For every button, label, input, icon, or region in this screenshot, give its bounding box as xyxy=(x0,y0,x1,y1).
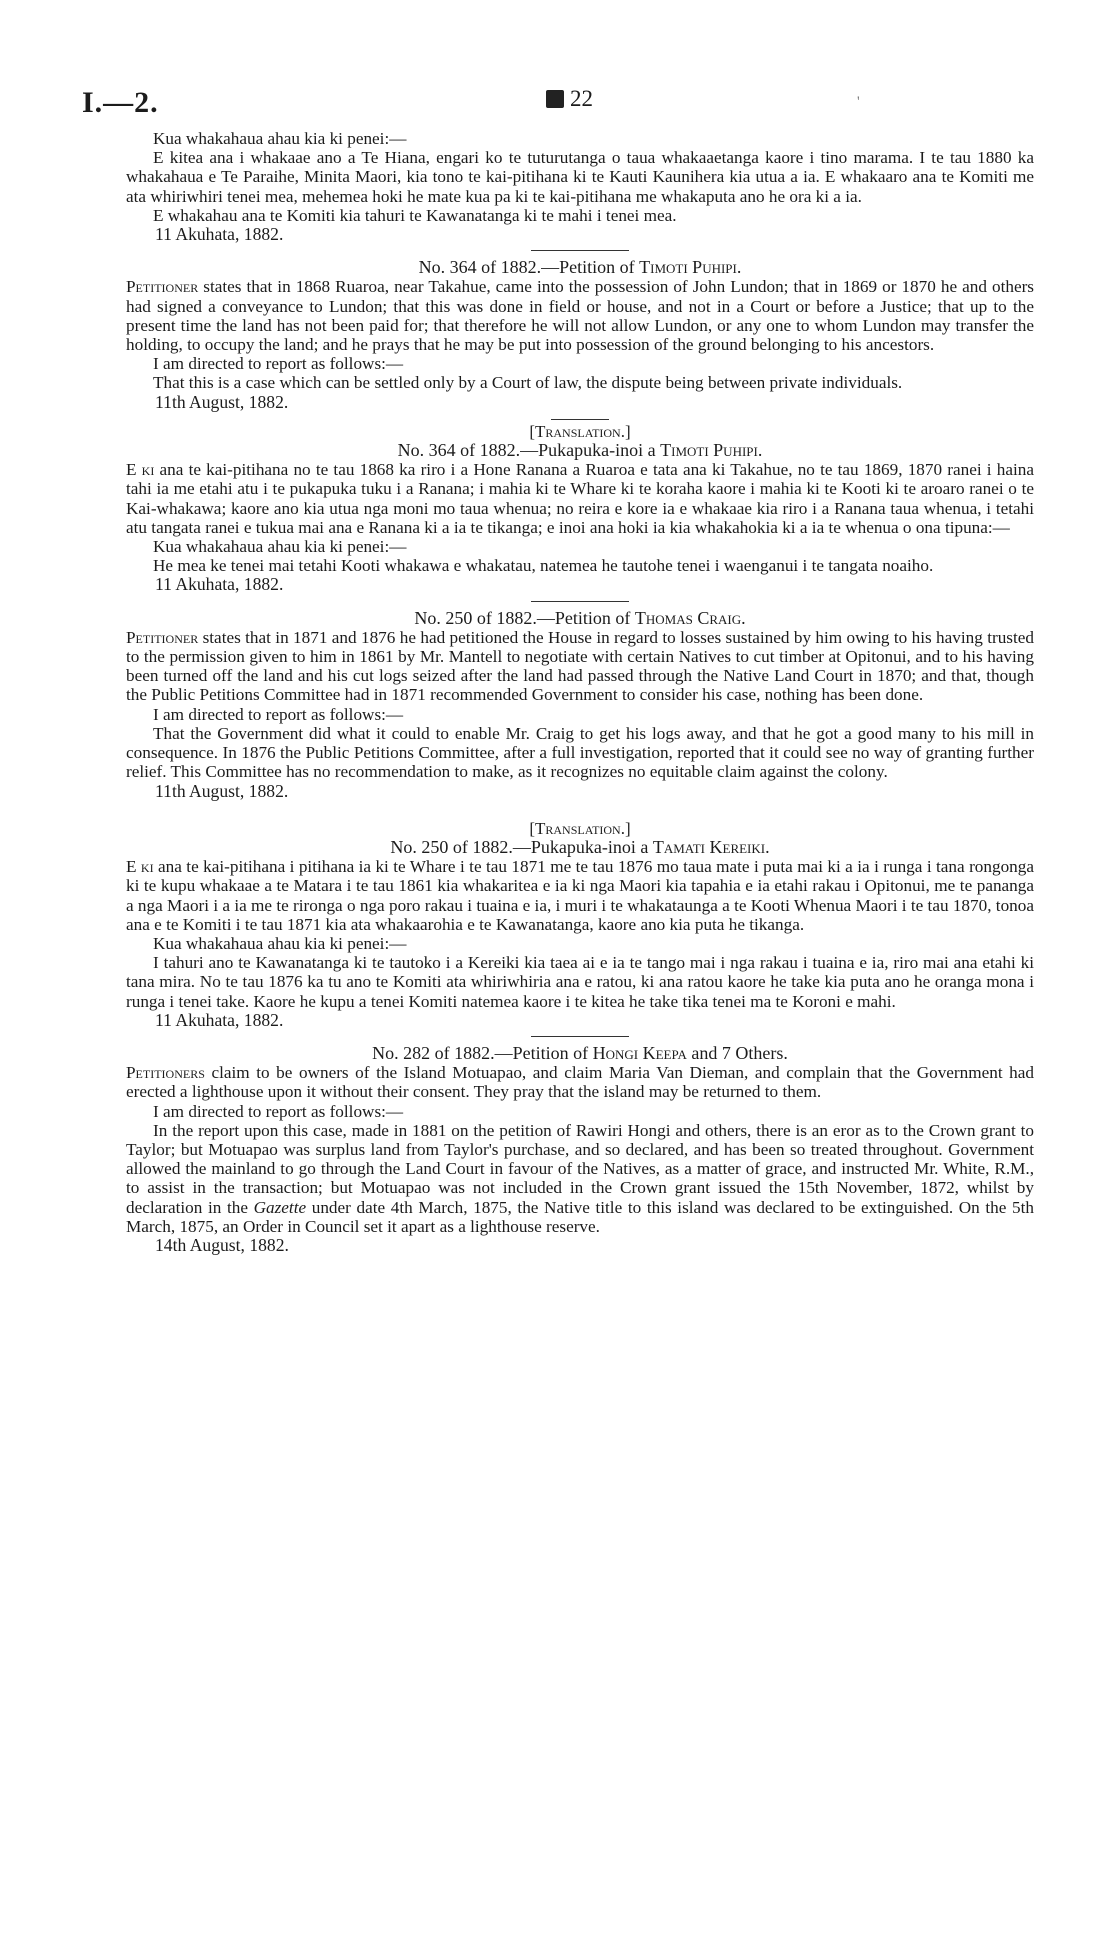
paragraph: Kua whakahaua ahau kia ki penei:— xyxy=(153,537,407,557)
paragraph: I am directed to report as follows:— xyxy=(153,354,404,374)
date-line: 11th August, 1882. xyxy=(155,391,289,412)
document-body xyxy=(126,129,1034,1255)
petition-summary: Petitioner states that in 1868 Ruaroa, near Takahue, came into the possession of John Lundon; that in 1869 or 1870 he and others had signed a conveyance to Lundon; that this was done in field or house, and not in a Court or before a Justice; that up to the present time the land has not been paid for; that therefore he will not allow Lundon, or any one to whom Lundon may transfer the holding, to occupy the land; and he prays that he may be put into possession of the ground belonging to his ancestors. xyxy=(126,277,1034,355)
paragraph: E whakahau ana te Komiti kia tahuri te Kawanatanga ki te mahi i tenei mea. xyxy=(153,205,677,225)
page-number-text: 22 xyxy=(570,86,593,111)
parliamentary-paper-code: I.—2. xyxy=(82,86,159,119)
date-line: 11 Akuhata, 1882. xyxy=(155,574,284,595)
petition-heading: No. 250 of 1882.—Petition of Thomas Craig. xyxy=(414,607,746,628)
date-line: 11 Akuhata, 1882. xyxy=(155,1009,284,1030)
paragraph: I am directed to report as follows:— xyxy=(153,704,404,724)
date-line: 11 Akuhata, 1882. xyxy=(155,224,284,245)
paragraph: E kitea ana i whakaae ano a Te Hiana, engari ko te tuturutanga o taua whakaaetanga kaore i tino marama. I te tau 1880 ka whakahaua e Te Paraihe, Minita Maori, kia tono te kai-pitihana ki te Kauti Kaunihera kia utua a ia. E whakaaro ana te Komiti me ata whiriwhiri tenei mea, mehemea hoki he mate kua pa ki te kai-pitihana me whakaputa ano he ora ki a ia. xyxy=(126,148,1034,206)
paragraph: Kua whakahaua ahau kia ki penei:— xyxy=(153,129,407,148)
petition-heading: No. 282 of 1882.—Petition of Hongi Keepa and 7 Others. xyxy=(372,1042,788,1063)
paragraph: That this is a case which can be settled only by a Court of law, the dispute being between private individuals. xyxy=(153,373,903,393)
paragraph: In the report upon this case, made in 1881 on the petition of Rawiri Hongi and others, there is an eror as to the Crown grant to Taylor; but Motuapao was surplus land from Taylor's purchase, and so declared, and has been so treated throughout. Government allowed the mainland to go through the Land Court in favour of the Natives, as a matter of grace, and instructed Mr. White, R.M., to assist in the transaction; but Motuapao was not included in the Crown grant issued the 15th November, 1872, whilst by declaration in the Gazette under date 4th March, 1875, the Native title to this island was declared to be extinguished. On the 5th March, 1875, an Order in Council set it apart as a lighthouse reserve. xyxy=(126,1120,1034,1236)
section-divider xyxy=(531,1036,629,1037)
translation-label: [Translation.] xyxy=(529,818,631,838)
section-divider xyxy=(531,250,629,251)
date-line: 14th August, 1882. xyxy=(155,1234,289,1255)
petition-summary: Petitioners claim to be owners of the Island Motuapao, and claim Maria Van Dieman, and complain that the Government had erected a lighthouse upon it without their consent. They pray that the island may be returned to them. xyxy=(126,1063,1034,1102)
paragraph: That the Government did what it could to enable Mr. Craig to get his logs away, and that he got a good many to his mill in consequence. In 1876 the Public Petitions Committee, after a full investigation, reported that it could see no way of granting further relief. This Committee has no recommendation to make, as it recognizes no equitable claim against the colony. xyxy=(126,723,1034,782)
spacer xyxy=(126,801,1034,817)
petition-heading: No. 250 of 1882.—Pukapuka-inoi a Tamati Kereiki. xyxy=(390,836,770,857)
page-number xyxy=(546,86,593,112)
petition-summary: E ki ana te kai-pitihana i pitihana ia ki te Whare i te tau 1871 me te tau 1876 mo taua mate i puta mai ki a ia i runga i tana rongonga ki te kupu whakaae a te Matara i te tau 1861 kia whakaritea e ia ki nga Maori kia tapahia e ia etahi rakau i Opitonui, me te pananga a nga Maori i a ia me te rironga o nga poro rakau i tuaina e ia, i muri i te whakataunga a te Kooti Whenua Maori i te tau 1870, tonoa ana e te Komiti i te tau 1871 kia ata whakaarohia e te Kawanatanga, kaore ano kia puta he tikanga. xyxy=(126,857,1034,934)
paragraph: Kua whakahaua ahau kia ki penei:— xyxy=(153,933,407,953)
paragraph: He mea ke tenei mai tetahi Kooti whakawa e whakatau, natemea he tautohe tenei i waenganui i te tangata noaiho. xyxy=(153,556,934,576)
petition-summary: Petitioner states that in 1871 and 1876 he had petitioned the House in regard to losses sustained by him owing to his having trusted to the permission given to him in 1861 by Mr. Mantell to negotiate with certain Natives to cut timber at Opitonui, and to his having been turned off the land and his cut logs seized after the land had passed through the Native Land Court in 1870; and that, though the Public Petitions Committee had in 1871 recommended Government to consider his case, nothing has been done. xyxy=(126,627,1034,705)
petition-heading: No. 364 of 1882.—Pukapuka-inoi a Timoti Puhipi. xyxy=(397,440,763,461)
section-divider xyxy=(551,419,609,420)
translation-label: [Translation.] xyxy=(529,421,631,441)
section-divider xyxy=(531,601,629,602)
petition-heading: No. 364 of 1882.—Petition of Timoti Puhipi. xyxy=(418,257,742,278)
margin-mark: ' xyxy=(857,94,860,110)
date-line: 11th August, 1882. xyxy=(155,780,289,801)
paragraph: I tahuri ano te Kawanatanga ki te tautoko i a Kereiki kia taea ai e ia te tango mai i nga rakau i tuaina e ia, riro mai ana etahi ki tana mira. No te tau 1876 ka tu ano te Komiti ata whiriwhiria ana e ratou, ki ana ratou kaore he take kia puta ano he oranga mona i runga i tenei take. Kaore he kupu a tenei Komiti natemea kaore i te kitea he take tika tenei ma te Koroni e mahi. xyxy=(126,953,1034,1011)
petition-summary: E ki ana te kai-pitihana no te tau 1868 ka riro i a Hone Ranana a Ruaroa e tata ana ki Takahue, no te tau 1869, 1870 ranei i haina tahi ia me etahi atu i te pukapuka tuku i a Ranana; i mahia ki te Whare ki te koraha kaore i mahia ki te Kooti ki te aroaro ranei o te Kai-whakawa; kaore ano kia utua nga moni mo taua whenua; no reira e kore ia e whakaae kia riro i a Ranana taua whenua, i tetahi atu tangata ranei e tukua mai ana e Ranana ki a ia te tikanga; e inoi ana hoki ia kia whakahokia ki a ia te whenua o ona tipuna:— xyxy=(126,460,1034,537)
paragraph: I am directed to report as follows:— xyxy=(153,1101,404,1121)
crest-icon xyxy=(546,90,564,108)
